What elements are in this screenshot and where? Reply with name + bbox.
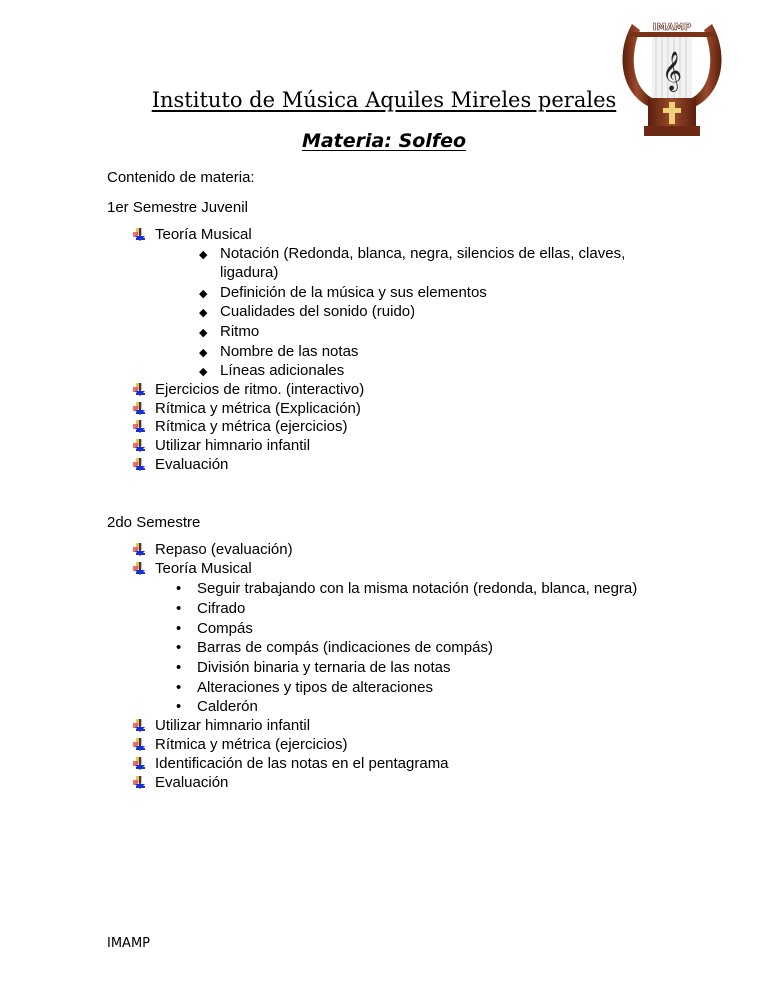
arrow-bullet-icon xyxy=(133,383,147,397)
svg-text:IMAMP: IMAMP xyxy=(652,22,692,33)
theory-heading: Teoría Musical xyxy=(155,226,252,243)
diamond-bullet-icon: ◆ xyxy=(199,307,208,319)
theory-item: Calderón xyxy=(197,698,258,715)
arrow-bullet-icon xyxy=(133,228,147,242)
theory-item: Seguir trabajando con la misma notación (redonda, blanca, negra) xyxy=(197,580,638,597)
intro-text: Contenido de materia: xyxy=(107,169,255,186)
list-item: Repaso (evaluación) xyxy=(155,541,293,558)
subject-title: Materia: Solfeo xyxy=(301,130,467,152)
list-item: Ejercicios de ritmo. (interactivo) xyxy=(155,381,365,398)
arrow-bullet-icon xyxy=(133,719,147,733)
theory-item: Alteraciones y tipos de alteraciones xyxy=(197,679,433,696)
list-item: Rítmica y métrica (ejercicios) xyxy=(155,736,348,753)
arrow-bullet-icon xyxy=(133,402,147,416)
list-item: Rítmica y métrica (Explicación) xyxy=(155,400,361,417)
dot-bullet-icon: • xyxy=(176,620,182,637)
list-item: Rítmica y métrica (ejercicios) xyxy=(155,418,348,435)
theory-item: Ritmo xyxy=(220,323,260,340)
theory-item: Compás xyxy=(197,620,253,637)
list-item: Utilizar himnario infantil xyxy=(155,717,311,734)
theory-heading: Teoría Musical xyxy=(155,560,252,577)
arrow-bullet-icon xyxy=(133,562,147,576)
theory-item: ligadura) xyxy=(220,264,279,281)
document-title: Instituto de Música Aquiles Mireles perales xyxy=(151,88,617,112)
imamp-lyre-logo xyxy=(618,16,726,140)
theory-item: División binaria y ternaria de las notas xyxy=(197,659,451,676)
theory-item: Barras de compás (indicaciones de compás) xyxy=(197,639,493,656)
dot-bullet-icon: • xyxy=(176,679,182,696)
arrow-bullet-icon xyxy=(133,757,147,771)
semester2-heading: 2do Semestre xyxy=(107,514,201,531)
list-item: Identificación de las notas en el pentagrama xyxy=(155,755,449,772)
list-item: Evaluación xyxy=(155,456,229,473)
diamond-bullet-icon: ◆ xyxy=(199,249,208,261)
diamond-bullet-icon: ◆ xyxy=(199,288,208,300)
theory-item: Notación (Redonda, blanca, negra, silencios de ellas, claves, xyxy=(220,245,626,262)
dot-bullet-icon: • xyxy=(176,659,182,676)
arrow-bullet-icon xyxy=(133,776,147,790)
dot-bullet-icon: • xyxy=(176,580,182,597)
list-item: Evaluación xyxy=(155,774,229,791)
diamond-bullet-icon: ◆ xyxy=(199,347,208,359)
theory-item: Definición de la música y sus elementos xyxy=(220,284,487,301)
arrow-bullet-icon xyxy=(133,420,147,434)
semester1-heading: 1er Semestre Juvenil xyxy=(107,199,248,216)
svg-text:𝄞: 𝄞 xyxy=(661,51,683,91)
dot-bullet-icon: • xyxy=(176,698,182,715)
dot-bullet-icon: • xyxy=(176,639,182,656)
list-item: Utilizar himnario infantil xyxy=(155,437,311,454)
theory-item: Líneas adicionales xyxy=(220,362,345,379)
diamond-bullet-icon: ◆ xyxy=(199,366,208,378)
theory-item: Nombre de las notas xyxy=(220,343,359,360)
arrow-bullet-icon xyxy=(133,458,147,472)
footer-text: IMAMP xyxy=(107,936,150,951)
theory-item: Cifrado xyxy=(197,600,246,617)
dot-bullet-icon: • xyxy=(176,600,182,617)
arrow-bullet-icon xyxy=(133,738,147,752)
arrow-bullet-icon xyxy=(133,543,147,557)
theory-item: Cualidades del sonido (ruido) xyxy=(220,303,416,320)
arrow-bullet-icon xyxy=(133,439,147,453)
diamond-bullet-icon: ◆ xyxy=(199,327,208,339)
